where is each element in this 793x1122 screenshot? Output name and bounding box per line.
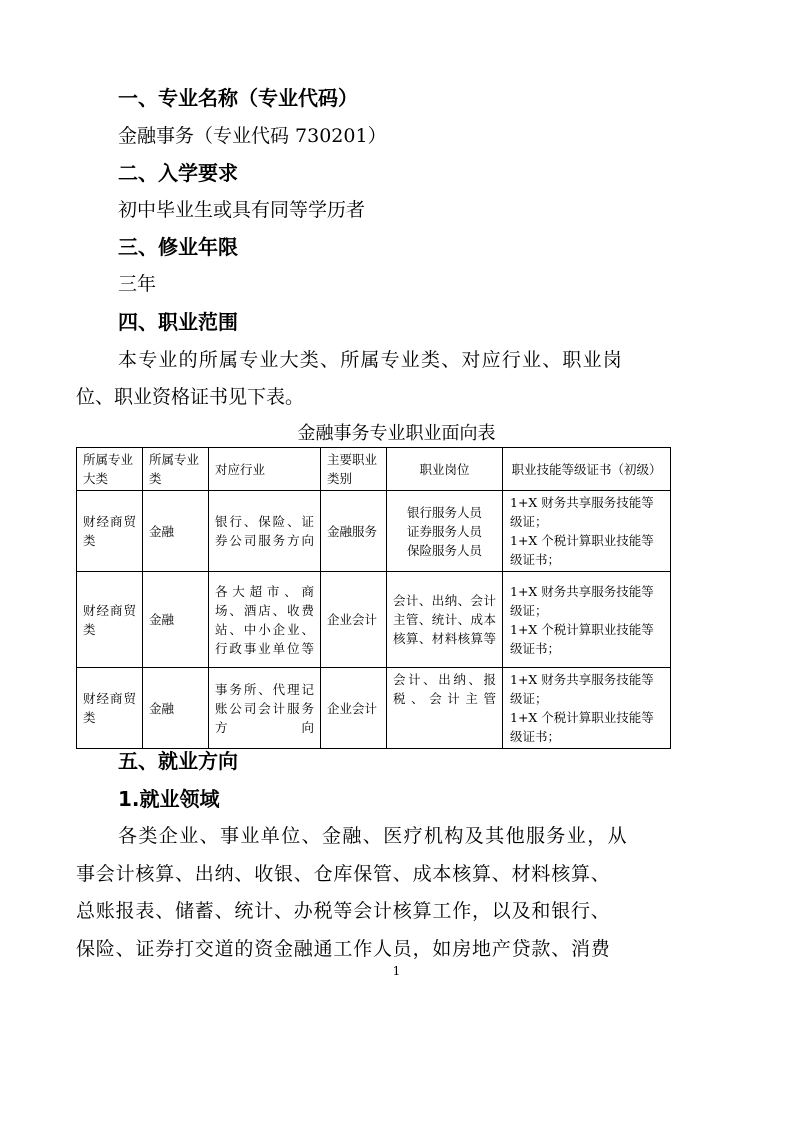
section-heading-duration: 三、修业年限	[118, 235, 238, 259]
job-type-cell: 企业会计	[321, 668, 387, 749]
employment-para-line1: 各类企业、事业单位、金融、医疗机构及其他服务业，从	[118, 825, 629, 847]
cert-item: 1+X 财务共享服务技能等级证；	[510, 495, 654, 529]
subheading-employment-fields: 1.就业领域	[118, 787, 220, 811]
positions-cell: 会计、出纳、报税、会计主管	[387, 668, 503, 749]
table-header-row	[77, 448, 671, 491]
section-heading-admission: 二、入学要求	[118, 161, 238, 185]
employment-para-line3: 总账报表、储蓄、统计、办税等会计核算工作，以及和银行、	[76, 900, 611, 922]
category-cell: 财经商贸类	[77, 668, 143, 749]
class-cell: 金融	[143, 491, 209, 572]
position-item: 银行服务人员	[406, 504, 482, 520]
job-type-cell: 金融服务	[321, 491, 387, 572]
positions-cell	[387, 491, 503, 572]
cert-item: 1+X 财务共享服务技能等级证；	[510, 583, 654, 618]
page-number: 1	[392, 964, 401, 978]
table-row	[77, 572, 671, 668]
positions-cell: 会计、出纳、会计主管、统计、成本核算、材料核算等	[387, 572, 503, 668]
header-cell: 所属专业类	[143, 448, 209, 491]
cert-item: 1+X 个税计算职业技能等级证书；	[510, 533, 654, 567]
certs-cell	[503, 668, 671, 749]
duration-text: 三年	[118, 273, 157, 295]
cert-item: 1+X 个税计算职业技能等级证书；	[510, 621, 654, 656]
employment-para-line4: 保险、证券打交道的资金融通工作人员，如房地产贷款、消费	[76, 938, 611, 960]
header-cell: 所属专业大类	[77, 448, 143, 491]
industry-cell: 事务所、代理记账公司会计服务方向	[209, 668, 321, 749]
employment-para-line2: 事会计核算、出纳、收银、仓库保管、成本核算、材料核算、	[76, 863, 611, 885]
certs-cell	[503, 491, 671, 572]
table-row	[77, 668, 671, 749]
header-cell: 对应行业	[209, 448, 321, 491]
category-cell: 财经商贸类	[77, 572, 143, 668]
cert-item: 1+X 财务共享服务技能等级证；	[510, 672, 654, 706]
table-caption: 金融事务专业职业面向表	[297, 423, 496, 444]
table-row	[77, 491, 671, 572]
industry-cell: 银行、保险、证券公司服务方向	[209, 491, 321, 572]
class-cell: 金融	[143, 572, 209, 668]
header-cell: 职业技能等级证书（初级）	[503, 448, 671, 491]
class-cell: 金融	[143, 668, 209, 749]
cert-item: 1+X 个税计算职业技能等级证书；	[510, 710, 654, 744]
admission-text: 初中毕业生或具有同等学历者	[118, 199, 366, 221]
career-table	[76, 447, 671, 749]
section-heading-career-scope: 四、职业范围	[118, 310, 238, 334]
industry-cell: 各大超市、商场、酒店、收费站、中小企业、行政事业单位等	[209, 572, 321, 668]
job-type-cell: 企业会计	[321, 572, 387, 668]
section-heading-major-name: 一、专业名称（专业代码）	[118, 86, 358, 110]
header-cell: 主要职业类别	[321, 448, 387, 491]
major-name-text: 金融事务（专业代码 730201）	[118, 125, 387, 147]
category-cell: 财经商贸类	[77, 491, 143, 572]
position-item: 保险服务人员	[406, 542, 482, 558]
section-heading-employment: 五、就业方向	[118, 749, 238, 773]
career-scope-para-line2: 位、职业资格证书见下表。	[76, 386, 305, 408]
certs-cell	[503, 572, 671, 668]
career-scope-para-line1: 本专业的所属专业大类、所属专业类、对应行业、职业岗	[118, 349, 624, 371]
header-cell: 职业岗位	[387, 448, 503, 491]
position-item: 证券服务人员	[406, 523, 482, 539]
